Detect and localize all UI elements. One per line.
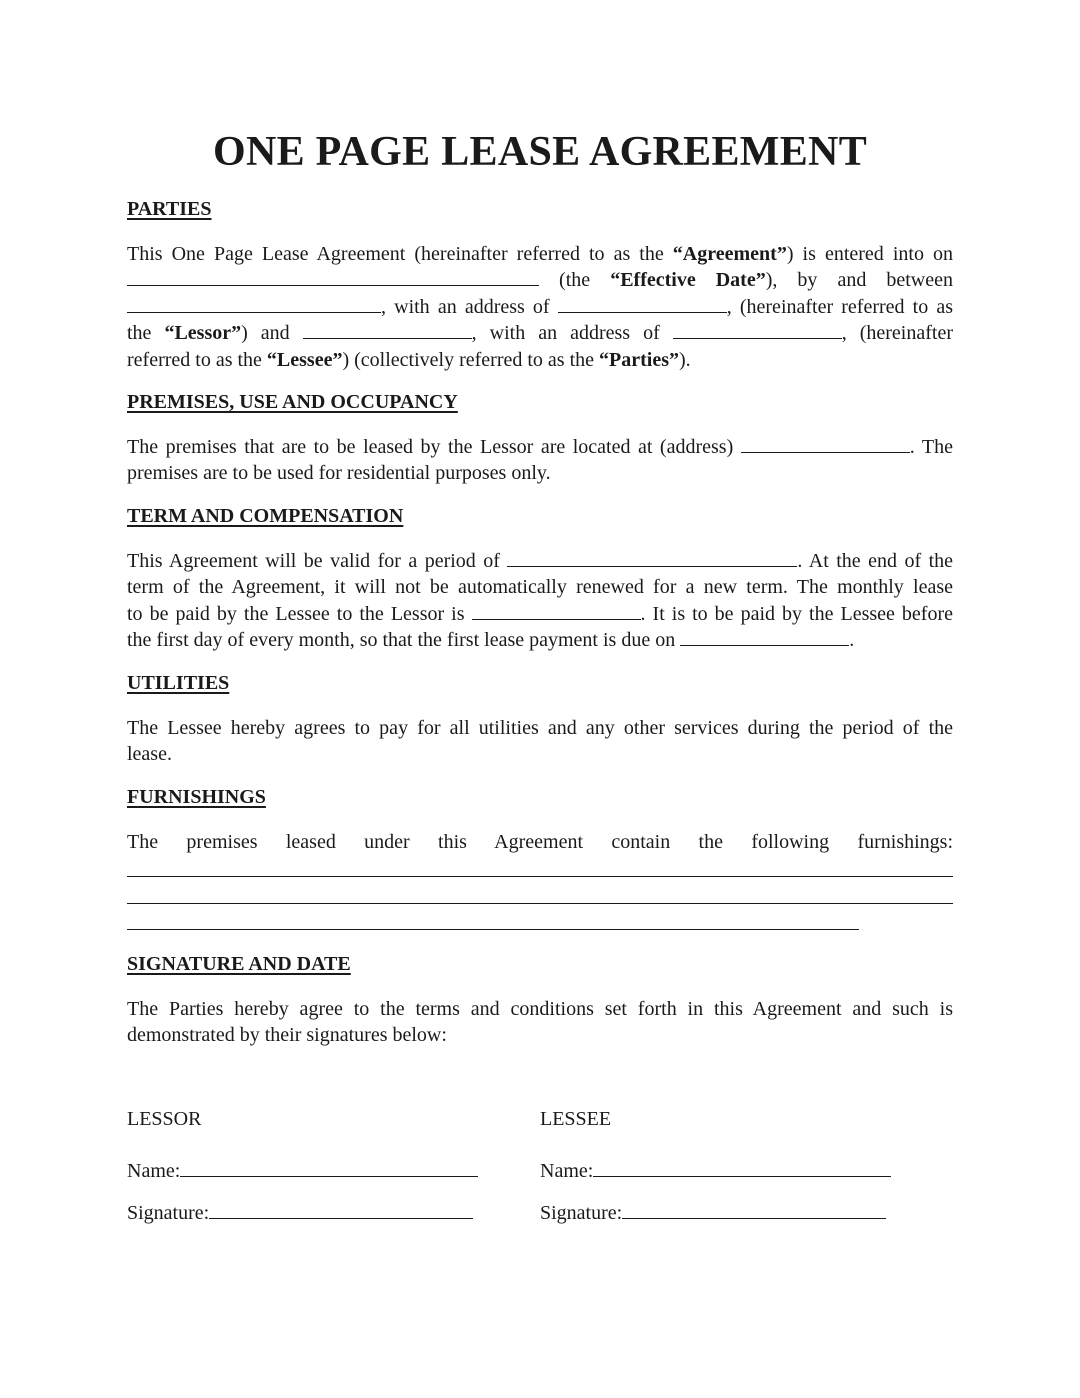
furnishings-line-2[interactable]	[127, 903, 953, 904]
parties-text: ) (collectively referred to as the	[342, 348, 600, 371]
parties-text: , (hereinafter referred to as	[726, 295, 954, 318]
lessee-name-blank[interactable]	[303, 320, 472, 339]
lessor-signature-line[interactable]	[209, 1200, 473, 1219]
lessee-name-label: Name:	[540, 1160, 594, 1182]
furnishings-paragraph	[127, 829, 953, 855]
lessor-address-blank[interactable]	[558, 294, 727, 313]
term-heading: TERM AND COMPENSATION	[127, 505, 404, 527]
lessee-label: LESSEE	[540, 1108, 612, 1130]
parties-text: ).	[679, 348, 691, 371]
lessee-address-blank[interactable]	[673, 320, 842, 339]
term-text: . At the end of the	[797, 550, 953, 572]
signature-heading: SIGNATURE AND DATE	[127, 953, 351, 975]
term-text: This Agreement will be valid for a period of	[127, 550, 508, 572]
lessee-signature-label: Signature:	[540, 1202, 623, 1224]
effective-date-blank[interactable]	[127, 267, 539, 286]
lessee-signature-field	[540, 1200, 886, 1225]
parties-text: (the	[559, 269, 611, 292]
parties-paragraph	[127, 241, 953, 373]
term-text: to be paid by the Lessee to the Lessor is	[127, 602, 472, 625]
term-paragraph	[127, 548, 953, 654]
parties-text: the	[127, 322, 165, 345]
utilities-paragraph	[127, 715, 953, 768]
lessor-name-blank[interactable]	[127, 294, 381, 313]
signature-text: The Parties hereby agree to the terms and conditions set forth in this Agreement and such is	[127, 998, 953, 1020]
premises-address-blank[interactable]	[741, 434, 910, 453]
agreement-term: “Agreement”	[672, 243, 787, 265]
premises-text: premises are to be used for residential purposes only.	[127, 462, 551, 485]
first-payment-date-blank[interactable]	[680, 627, 849, 646]
lessor-name-label: Name:	[127, 1160, 181, 1182]
furnishings-heading: FURNISHINGS	[127, 786, 266, 808]
premises-paragraph	[127, 434, 953, 487]
term-text: the first day of every month, so that the first lease payment is due on	[127, 629, 681, 652]
term-text: . It is to be paid by the Lessee before	[640, 602, 953, 625]
effective-date-term: “Effective Date”	[610, 269, 766, 292]
parties-text: ) is entered into on	[786, 243, 953, 265]
utilities-heading: UTILITIES	[127, 672, 230, 694]
parties-text: referred to as the	[127, 348, 267, 371]
monthly-lease-blank[interactable]	[472, 601, 641, 620]
utilities-text: The Lessee hereby agrees to pay for all utilities and any other services during the period of the	[127, 717, 953, 739]
lessee-term: “Lessee”	[266, 348, 343, 371]
furnishings-text: The premises leased under this Agreement contain the following furnishings:	[127, 831, 953, 853]
lessee-signature-line[interactable]	[622, 1200, 886, 1219]
furnishings-line-3[interactable]	[127, 929, 859, 930]
lessor-signature-label: Signature:	[127, 1202, 210, 1224]
parties-text: , (hereinafter	[841, 322, 953, 345]
lessee-name-line[interactable]	[593, 1158, 891, 1177]
premises-text: . The	[909, 436, 953, 458]
premises-heading: PREMISES, USE AND OCCUPANCY	[127, 391, 458, 413]
term-period-blank[interactable]	[507, 548, 797, 567]
furnishings-line-1[interactable]	[127, 876, 953, 877]
lessor-name-line[interactable]	[180, 1158, 478, 1177]
parties-heading: PARTIES	[127, 198, 212, 220]
premises-text: The premises that are to be leased by the Lessor are located at (address)	[127, 436, 741, 458]
utilities-text: lease.	[127, 743, 172, 766]
signature-paragraph	[127, 996, 953, 1049]
signature-text: demonstrated by their signatures below:	[127, 1024, 447, 1047]
parties-text: ) and	[241, 322, 303, 345]
lessor-label: LESSOR	[127, 1108, 202, 1130]
lessor-term: “Lessor”	[164, 322, 242, 345]
term-text: .	[849, 629, 855, 652]
document-title: ONE PAGE LEASE AGREEMENT	[212, 129, 868, 175]
term-text: term of the Agreement, it will not be automatically renewed for a new term. The monthly lease	[127, 576, 953, 599]
parties-text: This One Page Lease Agreement (hereinafter referred to as the	[127, 243, 673, 265]
lessee-name-field	[540, 1158, 891, 1183]
lessor-signature-field	[127, 1200, 473, 1225]
parties-text: , with an address of	[471, 322, 673, 345]
parties-text: , with an address of	[381, 295, 558, 318]
lessor-name-field	[127, 1158, 478, 1183]
parties-term: “Parties”	[599, 348, 679, 371]
parties-text: ), by and between	[765, 269, 954, 292]
